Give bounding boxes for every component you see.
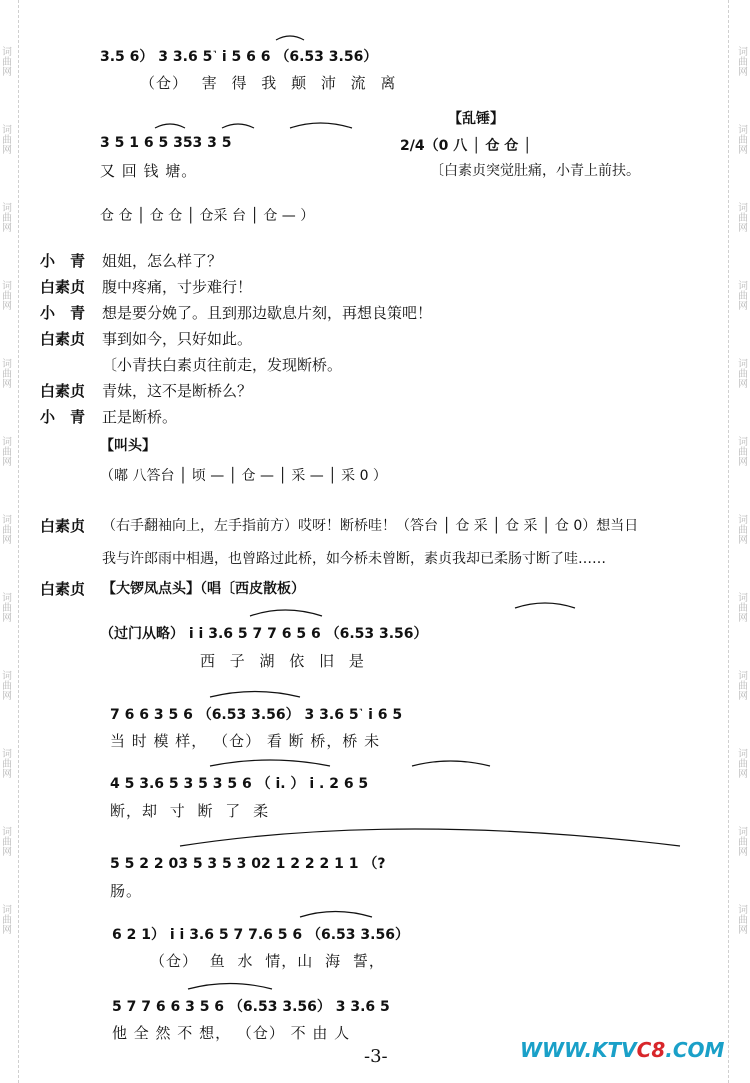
- aria-notation-row-2: 7 6 6 3 5 6 （6.53 3.56） 3 3.6 5˺ i 6 5: [110, 707, 403, 723]
- watermark-text: 词曲网: [2, 359, 12, 390]
- aria-lyrics-row-3: 断，却 寸 断 了 柔: [110, 802, 270, 820]
- aria-lyrics-row-5: （仓） 鱼 水 情，山 海 誓，: [150, 952, 385, 970]
- aria-notation-row-1: （过门从略） i i 3.6 5 7 7 6 5 6 （6.53 3.56）: [100, 626, 428, 642]
- site-logo-suffix: .COM: [665, 1038, 725, 1062]
- slur-mark: [155, 124, 185, 128]
- site-logo-accent: C8: [636, 1038, 666, 1062]
- watermark-text: 词曲网: [2, 203, 12, 234]
- speaker-role: 白素贞: [40, 330, 86, 348]
- lyrics-row-2: 又 回 钱 塘。: [100, 162, 198, 180]
- watermark-text: 词曲网: [738, 203, 748, 234]
- aria-notation-row-4: 5 5 2 2 03 5 3 5 3 02 1 2 2 2 1 1 （?: [110, 856, 386, 872]
- slur-mark: [290, 123, 352, 128]
- slur-mark: [222, 124, 254, 128]
- notation-row-1: 3.5 6） 3 3.6 5˺ i 5 6 6 （6.53 3.56）: [100, 49, 378, 65]
- dialogue-text: 正是断桥。: [102, 408, 178, 426]
- speaker-role: 白素贞: [40, 382, 86, 400]
- dialogue-text: 事到如今，只好如此。: [102, 330, 253, 348]
- dialogue-text: 姐姐，怎么样了？: [102, 252, 223, 270]
- speaker-role: 白素贞: [40, 278, 86, 296]
- watermark-text: 词曲网: [738, 671, 748, 702]
- watermark-text: 词曲网: [738, 47, 748, 78]
- watermark-text: 词曲网: [738, 359, 748, 390]
- watermark-text: 词曲网: [738, 827, 748, 858]
- slur-mark: [412, 761, 490, 766]
- percussion-jiaotou: （嘟 八答台 │ 顷 — │ 仓 — │ 采 — │ 采 0 ）: [100, 468, 387, 484]
- slur-mark: [180, 829, 680, 846]
- speaker-role: 小 青: [40, 408, 86, 426]
- slur-mark: [188, 984, 272, 990]
- speaker-role: 小 青: [40, 304, 86, 322]
- watermark-text: 词曲网: [2, 47, 12, 78]
- watermark-text: 词曲网: [738, 749, 748, 780]
- dialogue-text: 想是要分娩了。且到那边歇息片刻，再想良策吧！: [102, 304, 433, 322]
- watermark-text: 词曲网: [738, 125, 748, 156]
- lyrics-row-1: （仓） 害 得 我 颠 沛 流 离: [140, 74, 397, 92]
- speech-line-1: （右手翻袖向上，左手指前方）哎呀！断桥哇！（答台 │ 仓 采 │ 仓 采 │ 仓 0）想当日: [102, 518, 639, 534]
- notation-row-2: 3 5 1 6 5 353 3 5: [100, 135, 232, 151]
- watermark-text: 词曲网: [2, 749, 12, 780]
- aria-lyrics-row-4: 肠。: [110, 882, 143, 900]
- aria-notation-row-5: 6 2 1） i i 3.6 5 7 7.6 5 6 （6.53 3.56）: [112, 927, 409, 943]
- aria-lyrics-row-2: 当 时 模 样， （仓） 看 断 桥，桥 未: [110, 732, 381, 750]
- watermark-text: 词曲网: [738, 281, 748, 312]
- watermark-text: 词曲网: [2, 671, 12, 702]
- watermark-text: 词曲网: [2, 281, 12, 312]
- dialogue-text: 腹中疼痛，寸步难行！: [102, 278, 253, 296]
- speaker-role: 白素贞: [40, 580, 86, 598]
- section-label-jiaotou: 【叫头】: [100, 438, 156, 454]
- slur-mark: [250, 610, 322, 616]
- slur-mark: [300, 912, 372, 918]
- watermark-text: 词曲网: [2, 515, 12, 546]
- watermark-text: 词曲网: [2, 125, 12, 156]
- speaker-role: 小 青: [40, 252, 86, 270]
- slur-mark: [515, 603, 575, 608]
- speech-line-2: 我与许郎雨中相遇，也曾路过此桥，如今桥未曾断，素贞我却已柔肠寸断了哇……: [102, 551, 606, 567]
- slur-mark: [276, 36, 304, 40]
- site-logo: [520, 1038, 724, 1062]
- watermark-text: 词曲网: [738, 905, 748, 936]
- aria-lyrics-row-6: 他 全 然 不 想， （仓） 不 由 人: [112, 1024, 351, 1042]
- section-label-luanchui: 【乱锤】: [448, 111, 504, 127]
- stage-direction-2: 〔小青扶白素贞往前走，发现断桥。: [102, 356, 343, 374]
- percussion-row-3: 仓 仓 │ 仓 仓 │ 仓采 台 │ 仓 — ）: [100, 208, 315, 224]
- percussion-row-2: 2/4（0 八 │ 仓 仓 │: [400, 138, 532, 154]
- slur-mark: [210, 692, 300, 698]
- stage-direction-1: 〔白素贞突觉肚痛，小青上前扶。: [430, 163, 640, 179]
- aria-lyrics-row-1: 西 子 湖 依 旧 是: [200, 652, 365, 670]
- watermark-text: 词曲网: [2, 905, 12, 936]
- dialogue-text: 青妹，这不是断桥么？: [102, 382, 253, 400]
- watermark-text: 词曲网: [2, 827, 12, 858]
- watermark-text: 词曲网: [738, 515, 748, 546]
- aria-header: 【大锣凤点头】（唱〔西皮散板）: [102, 581, 305, 597]
- watermark-text: 词曲网: [738, 437, 748, 468]
- aria-notation-row-3: 4 5 3.6 5 3 5 3 5 6 （ i. ） i . 2 6 5: [110, 776, 369, 792]
- watermark-text: 词曲网: [738, 593, 748, 624]
- slur-mark: [210, 760, 330, 766]
- watermark-text: 词曲网: [2, 593, 12, 624]
- watermark-text: 词曲网: [2, 437, 12, 468]
- speaker-role: 白素贞: [40, 517, 86, 535]
- page-number: -3-: [364, 1046, 388, 1067]
- aria-notation-row-6: 5 7 7 6 6 3 5 6 （6.53 3.56） 3 3.6 5: [112, 999, 390, 1015]
- site-logo-text: WWW.KTV: [520, 1038, 637, 1062]
